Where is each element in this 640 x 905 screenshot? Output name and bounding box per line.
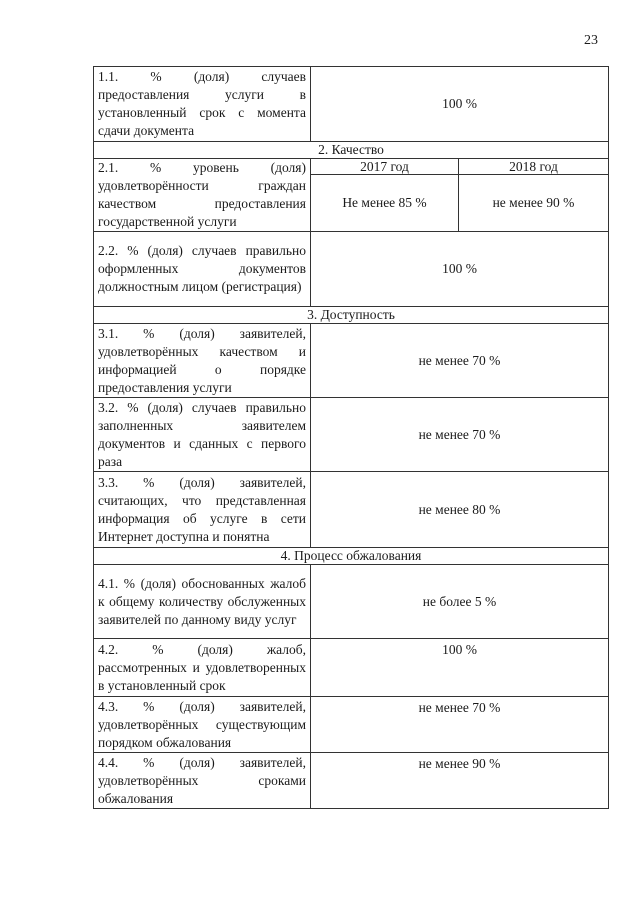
table-row: [94, 565, 609, 639]
value-cell: 100 %: [311, 67, 609, 142]
indicator-cell: 3.3. % (доля) заявителей, считающих, что представленная информация об услуге в сети Интернет доступна и понятна: [94, 472, 311, 548]
indicators-table: [93, 66, 609, 809]
section-header: [94, 142, 609, 159]
table-row: [94, 639, 609, 697]
section-title: 4. Процесс обжалования: [94, 548, 609, 565]
value-cell: Не менее 85 %: [311, 175, 459, 232]
page-number: 23: [584, 33, 598, 48]
indicator-cell: 4.3. % (доля) заявителей, удовлетворённых существующим порядком обжалования: [94, 697, 311, 753]
section-header: [94, 307, 609, 324]
indicator-cell: 3.2. % (доля) случаев правильно заполненных заявителем документов и сданных с первого раза: [94, 398, 311, 472]
indicator-cell: 1.1. % (доля) случаев предоставления услуги в установленный срок с момента сдачи документа: [94, 67, 311, 142]
table-row: [94, 324, 609, 398]
indicator-cell: 4.1. % (доля) обоснованных жалоб к общему количеству обслуженных заявителей по данному виду услуг: [94, 565, 311, 639]
section-title: 2. Качество: [94, 142, 609, 159]
value-cell: не менее 70 %: [311, 324, 609, 398]
value-cell: 100 %: [311, 232, 609, 307]
table-row: [94, 753, 609, 809]
table-row: [94, 67, 609, 142]
table-row: [94, 398, 609, 472]
indicator-cell: 4.4. % (доля) заявителей, удовлетворённых сроками обжалования: [94, 753, 311, 809]
value-cell: не менее 70 %: [311, 697, 609, 753]
year-header: 2018 год: [459, 159, 609, 175]
value-cell: не менее 90 %: [311, 753, 609, 809]
value-cell: не менее 70 %: [311, 398, 609, 472]
indicator-cell: 4.2. % (доля) жалоб, рассмотренных и удовлетворенных в установленный срок: [94, 639, 311, 697]
table-row: [94, 472, 609, 548]
indicator-cell: 2.2. % (доля) случаев правильно оформленных документов должностным лицом (регистрация): [94, 232, 311, 307]
value-cell: не менее 90 %: [459, 175, 609, 232]
section-title: 3. Доступность: [94, 307, 609, 324]
table-row: [94, 232, 609, 307]
value-cell: не более 5 %: [311, 565, 609, 639]
value-cell: 100 %: [311, 639, 609, 697]
indicator-cell: 3.1. % (доля) заявителей, удовлетворённых качеством и информацией о порядке предоставления услуги: [94, 324, 311, 398]
value-cell: не менее 80 %: [311, 472, 609, 548]
table-row: [94, 697, 609, 753]
table-row: [94, 159, 609, 175]
section-header: [94, 548, 609, 565]
indicator-cell: 2.1. % уровень (доля) удовлетворённости граждан качеством предоставления государственной услуги: [94, 159, 311, 232]
year-header: 2017 год: [311, 159, 459, 175]
